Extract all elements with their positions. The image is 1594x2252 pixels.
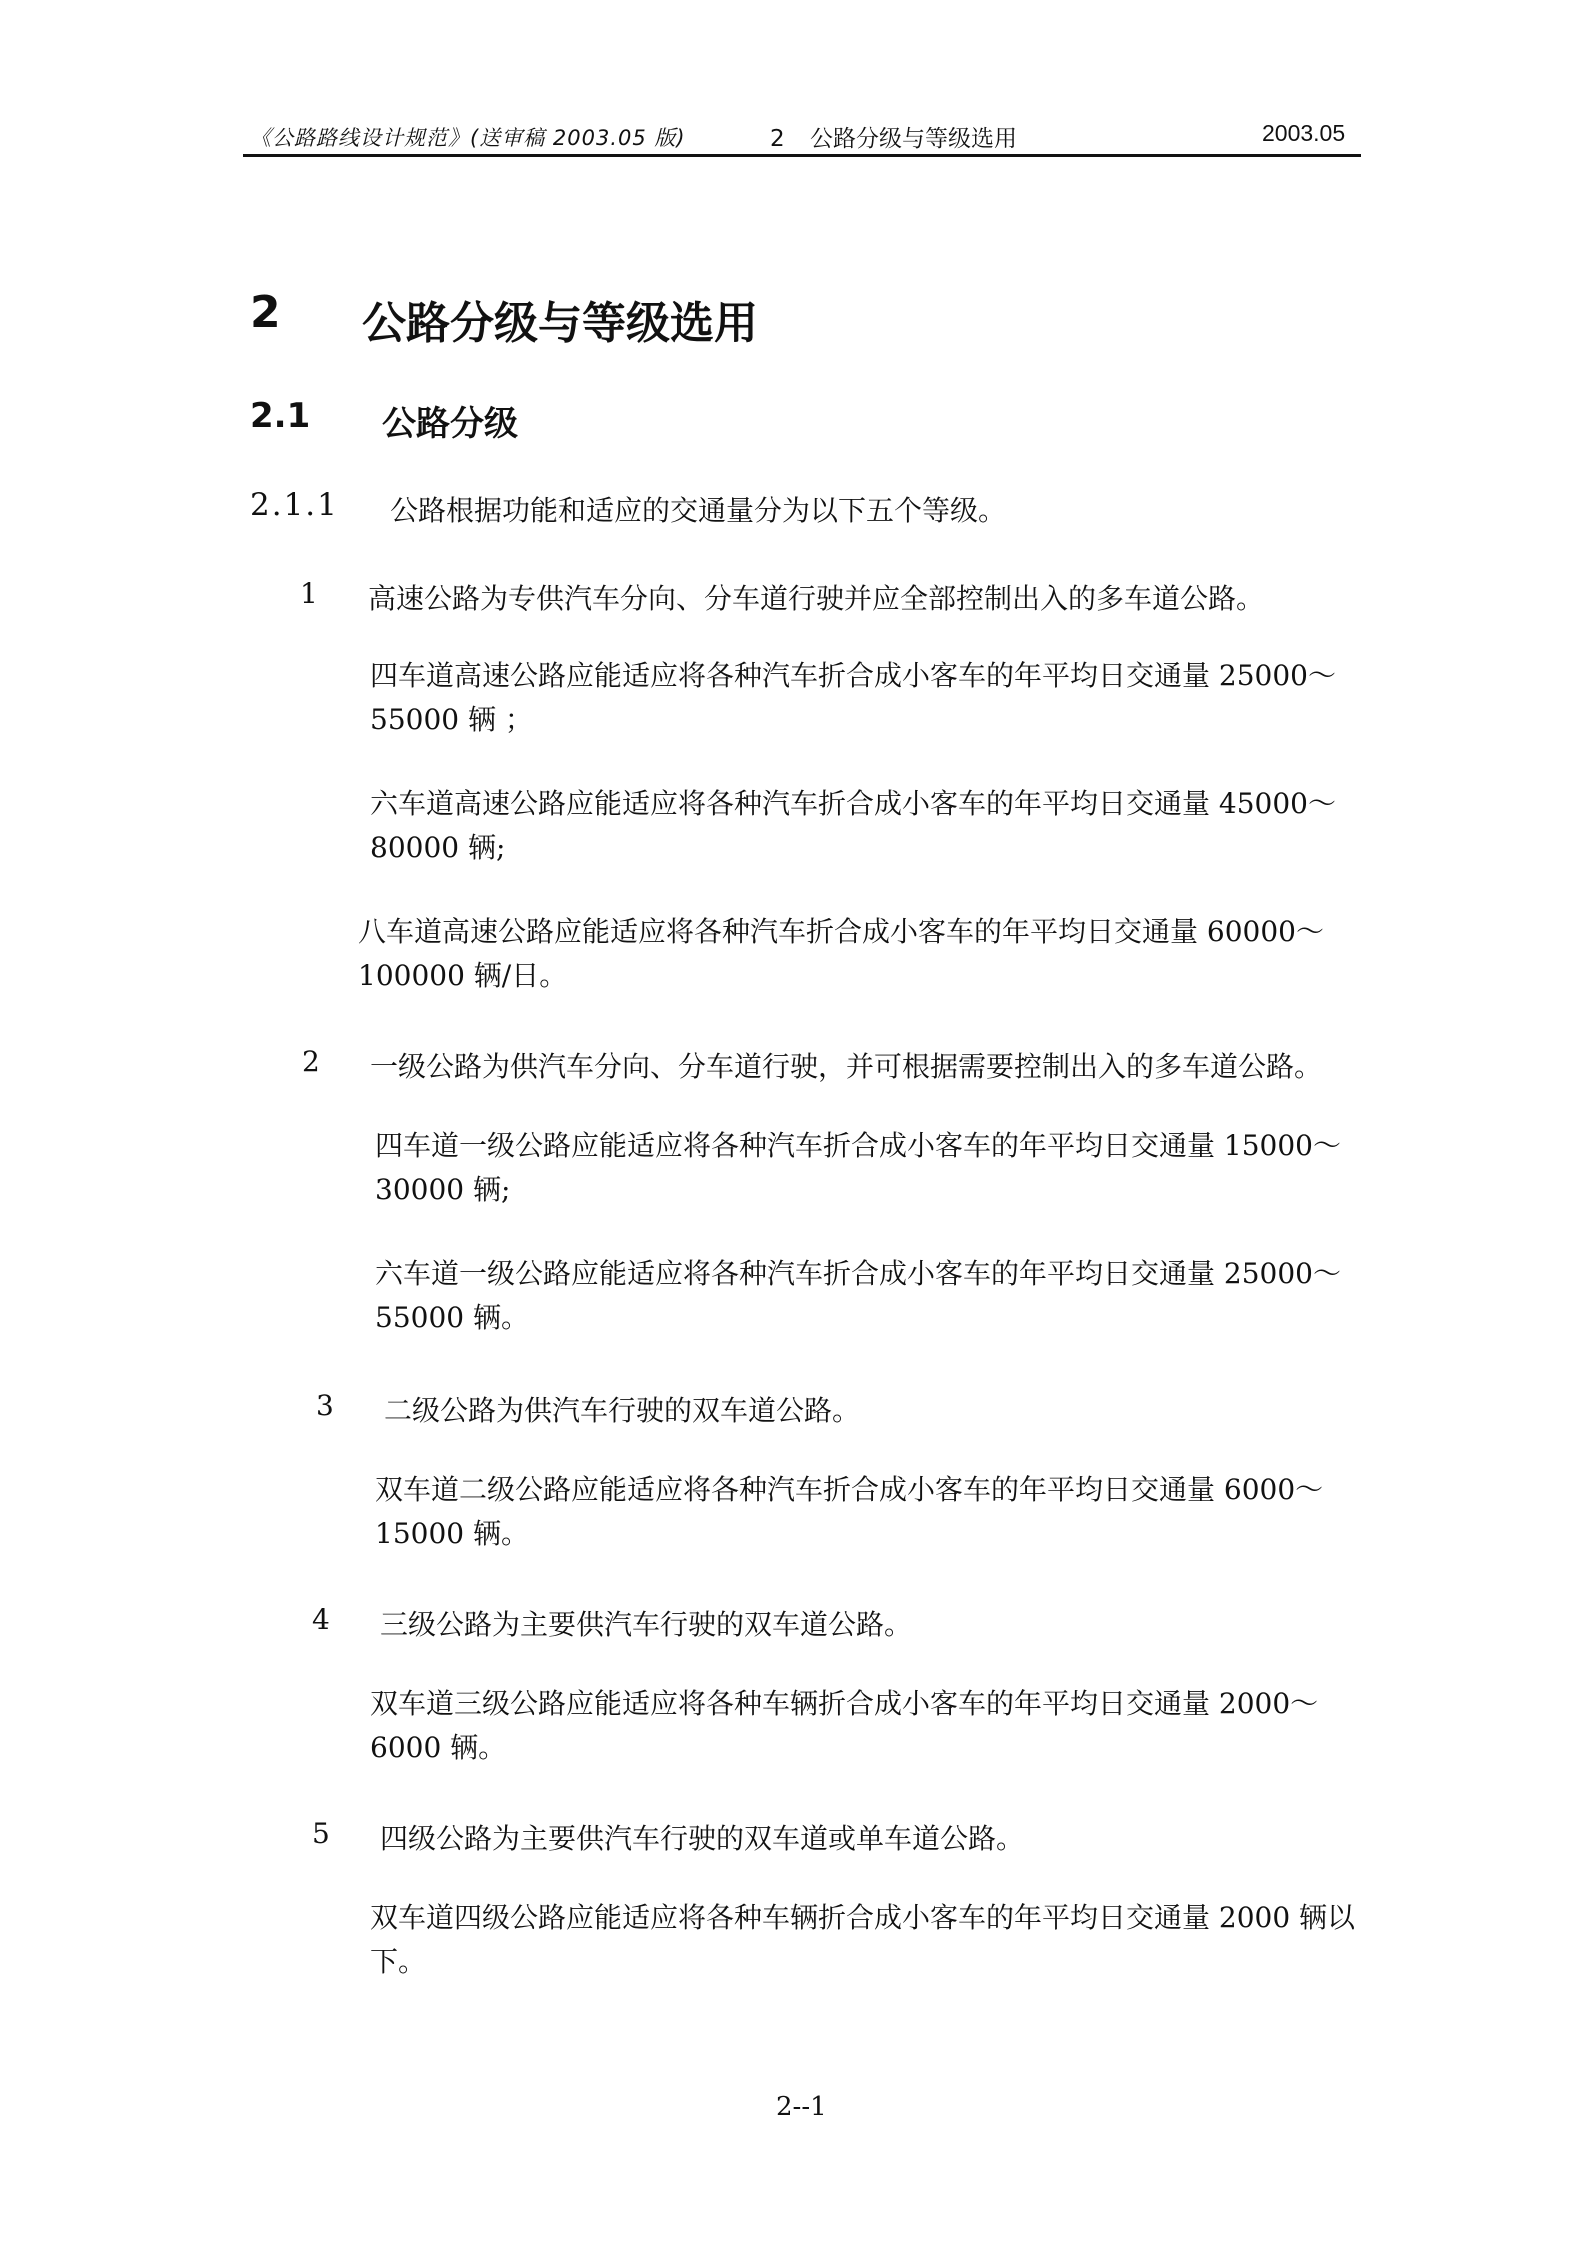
item-number: 2 <box>302 1045 320 1078</box>
page-number: 2--1 <box>776 2092 827 2122</box>
item-number: 3 <box>316 1389 334 1422</box>
item-text: 四级公路为主要供汽车行驶的双车道或单车道公路。 <box>380 1822 1025 1855</box>
item-1-para-1: 四车道高速公路应能适应将各种汽车折合成小客车的年平均日交通量 25000～55000 辆 ； <box>370 659 1336 736</box>
item-text: 高速公路为专供汽车分向、分车道行驶并应全部控制出入的多车道公路。 <box>368 582 1265 615</box>
clause-text: 公路根据功能和适应的交通量分为以下五个等级。 <box>390 494 1007 527</box>
item-5-para-1: 双车道四级公路应能适应将各种车辆折合成小客车的年平均日交通量 2000 辆以下。 <box>370 1901 1356 1978</box>
header-rule <box>243 154 1361 157</box>
item-4-para-1: 双车道三级公路应能适应将各种车辆折合成小客车的年平均日交通量 2000～6000 辆。 <box>370 1687 1319 1764</box>
header-chapter-title: 公路分级与等级选用 <box>810 126 1017 152</box>
header-chapter <box>770 120 1017 153</box>
item-1-para-3: 八车道高速公路应能适应将各种汽车折合成小客车的年平均日交通量 60000～100000 辆/日。 <box>358 915 1324 992</box>
item-number: 5 <box>312 1817 330 1850</box>
item-2-para-2: 六车道一级公路应能适应将各种汽车折合成小客车的年平均日交通量 25000～55000 辆。 <box>375 1257 1341 1334</box>
header-date: 2003.05 <box>1262 120 1346 146</box>
item-1-para-2: 六车道高速公路应能适应将各种汽车折合成小客车的年平均日交通量 45000～80000 辆; <box>370 787 1336 864</box>
item-number: 1 <box>300 577 318 610</box>
item-text: 一级公路为供汽车分向、分车道行驶，并可根据需要控制出入的多车道公路。 <box>370 1050 1323 1083</box>
item-number: 4 <box>312 1603 330 1636</box>
section-number: 2.1 <box>250 396 311 436</box>
item-3-para-1: 双车道二级公路应能适应将各种汽车折合成小客车的年平均日交通量 6000～15000 辆。 <box>375 1473 1324 1550</box>
item-text: 三级公路为主要供汽车行驶的双车道公路。 <box>380 1608 913 1641</box>
chapter-title: 公路分级与等级选用 <box>362 298 758 349</box>
clause-number: 2.1.1 <box>250 487 339 523</box>
chapter-number: 2 <box>250 287 281 338</box>
header-chapter-number: 2 <box>770 126 785 152</box>
item-text: 二级公路为供汽车行驶的双车道公路。 <box>384 1394 861 1427</box>
section-title: 公路分级 <box>382 404 518 444</box>
item-2-para-1: 四车道一级公路应能适应将各种汽车折合成小客车的年平均日交通量 15000～30000 辆; <box>375 1129 1341 1206</box>
header-document-title: 《公路路线设计规范》(送审稿 2003.05 版) <box>250 126 686 150</box>
